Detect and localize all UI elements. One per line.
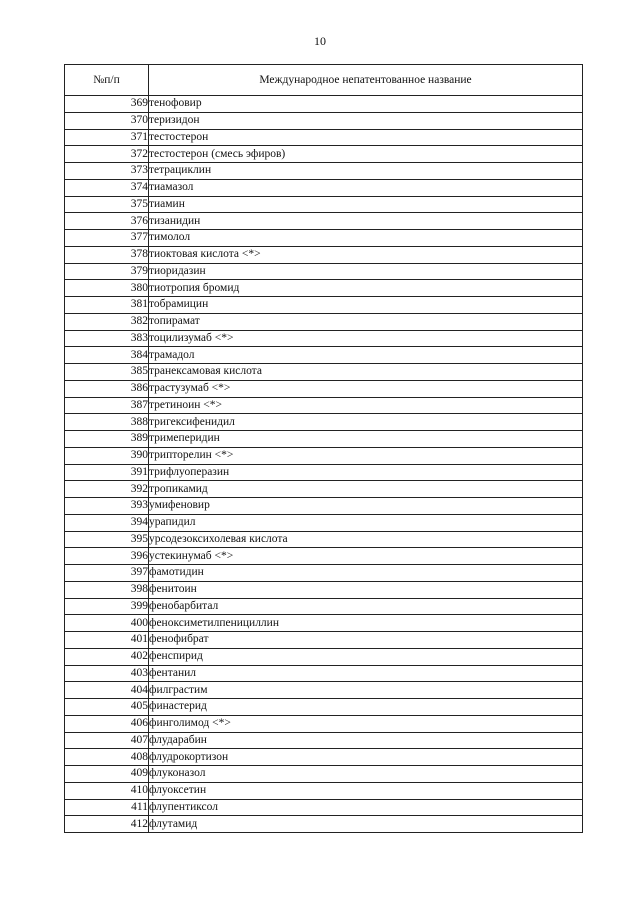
row-number: 371 [65,129,149,146]
drug-name: трамадол [149,347,583,364]
drug-name: флупентиксол [149,799,583,816]
table-row [65,699,583,716]
table-row [65,431,583,448]
drug-name: трифлуоперазин [149,464,583,481]
table-row [65,146,583,163]
row-number: 375 [65,196,149,213]
table-header-row [65,65,583,96]
drug-name: трипторелин <*> [149,447,583,464]
row-number: 373 [65,163,149,180]
drug-name: тиамин [149,196,583,213]
table-row [65,581,583,598]
row-number: 404 [65,682,149,699]
row-number: 372 [65,146,149,163]
table-row [65,447,583,464]
table-row [65,648,583,665]
drug-table [64,64,583,833]
drug-name: тиотропия бромид [149,280,583,297]
row-number: 378 [65,246,149,263]
table-row [65,514,583,531]
drug-name: фенспирид [149,648,583,665]
table-row [65,364,583,381]
drug-name: фенофибрат [149,632,583,649]
table-row [65,196,583,213]
drug-name: тенофовир [149,96,583,113]
drug-name: флудрокортизон [149,749,583,766]
table-row [65,816,583,833]
row-number: 398 [65,581,149,598]
row-number: 392 [65,481,149,498]
table-body [65,96,583,833]
table-row [65,112,583,129]
drug-name: финастерид [149,699,583,716]
drug-name: тимолол [149,230,583,247]
column-header-name: Международное непатентованное название [149,65,583,96]
drug-name: тригексифенидил [149,414,583,431]
table-row [65,799,583,816]
table-row [65,682,583,699]
table-row [65,548,583,565]
row-number: 399 [65,598,149,615]
drug-name: тиоктовая кислота <*> [149,246,583,263]
table-row [65,464,583,481]
drug-name: фамотидин [149,565,583,582]
drug-name: тиамазол [149,179,583,196]
row-number: 381 [65,297,149,314]
row-number: 385 [65,364,149,381]
row-number: 379 [65,263,149,280]
drug-name: флутамид [149,816,583,833]
drug-name: филграстим [149,682,583,699]
table-row [65,263,583,280]
row-number: 388 [65,414,149,431]
table-row [65,246,583,263]
row-number: 395 [65,531,149,548]
table-row [65,531,583,548]
row-number: 409 [65,766,149,783]
drug-name: тестостерон [149,129,583,146]
row-number: 400 [65,615,149,632]
drug-name: урапидил [149,514,583,531]
drug-name: фенитоин [149,581,583,598]
drug-name: флударабин [149,732,583,749]
row-number: 410 [65,782,149,799]
row-number: 401 [65,632,149,649]
row-number: 380 [65,280,149,297]
table-row [65,129,583,146]
row-number: 382 [65,313,149,330]
row-number: 406 [65,715,149,732]
drug-name: финголимод <*> [149,715,583,732]
drug-name: тобрамицин [149,297,583,314]
row-number: 383 [65,330,149,347]
table-row [65,297,583,314]
table-row [65,715,583,732]
table-row [65,179,583,196]
drug-name: тиоридазин [149,263,583,280]
row-number: 393 [65,498,149,515]
table-row [65,565,583,582]
row-number: 389 [65,431,149,448]
drug-name: тестостерон (смесь эфиров) [149,146,583,163]
drug-name: флуконазол [149,766,583,783]
table-row [65,632,583,649]
row-number: 370 [65,112,149,129]
drug-name: трастузумаб <*> [149,380,583,397]
drug-name: устекинумаб <*> [149,548,583,565]
row-number: 412 [65,816,149,833]
table-row [65,380,583,397]
table-row [65,782,583,799]
table-row [65,280,583,297]
row-number: 374 [65,179,149,196]
row-number: 405 [65,699,149,716]
row-number: 386 [65,380,149,397]
table-row [65,598,583,615]
row-number: 387 [65,397,149,414]
drug-name: тропикамид [149,481,583,498]
row-number: 411 [65,799,149,816]
table-row [65,665,583,682]
row-number: 376 [65,213,149,230]
drug-name: тизанидин [149,213,583,230]
table-row [65,347,583,364]
drug-name: тоцилизумаб <*> [149,330,583,347]
drug-name: урсодезоксихолевая кислота [149,531,583,548]
row-number: 369 [65,96,149,113]
row-number: 408 [65,749,149,766]
row-number: 403 [65,665,149,682]
drug-name: теризидон [149,112,583,129]
drug-name: фентанил [149,665,583,682]
drug-name: феноксиметилпенициллин [149,615,583,632]
drug-name: тетрациклин [149,163,583,180]
row-number: 390 [65,447,149,464]
table-row [65,732,583,749]
table-row [65,766,583,783]
drug-name: умифеновир [149,498,583,515]
row-number: 391 [65,464,149,481]
table-row [65,96,583,113]
drug-name: третиноин <*> [149,397,583,414]
row-number: 394 [65,514,149,531]
page-number: 10 [314,34,326,48]
drug-name: фенобарбитал [149,598,583,615]
table-row [65,498,583,515]
row-number: 407 [65,732,149,749]
table-row [65,330,583,347]
row-number: 377 [65,230,149,247]
row-number: 402 [65,648,149,665]
table-row [65,163,583,180]
drug-name: топирамат [149,313,583,330]
table-row [65,213,583,230]
table-row [65,230,583,247]
drug-name: тримеперидин [149,431,583,448]
row-number: 396 [65,548,149,565]
row-number: 384 [65,347,149,364]
table-row [65,481,583,498]
table-row [65,397,583,414]
table-row [65,414,583,431]
drug-name: транексамовая кислота [149,364,583,381]
column-header-number: №п/п [65,65,149,96]
drug-name: флуоксетин [149,782,583,799]
row-number: 397 [65,565,149,582]
table-row [65,615,583,632]
table-row [65,313,583,330]
table-row [65,749,583,766]
